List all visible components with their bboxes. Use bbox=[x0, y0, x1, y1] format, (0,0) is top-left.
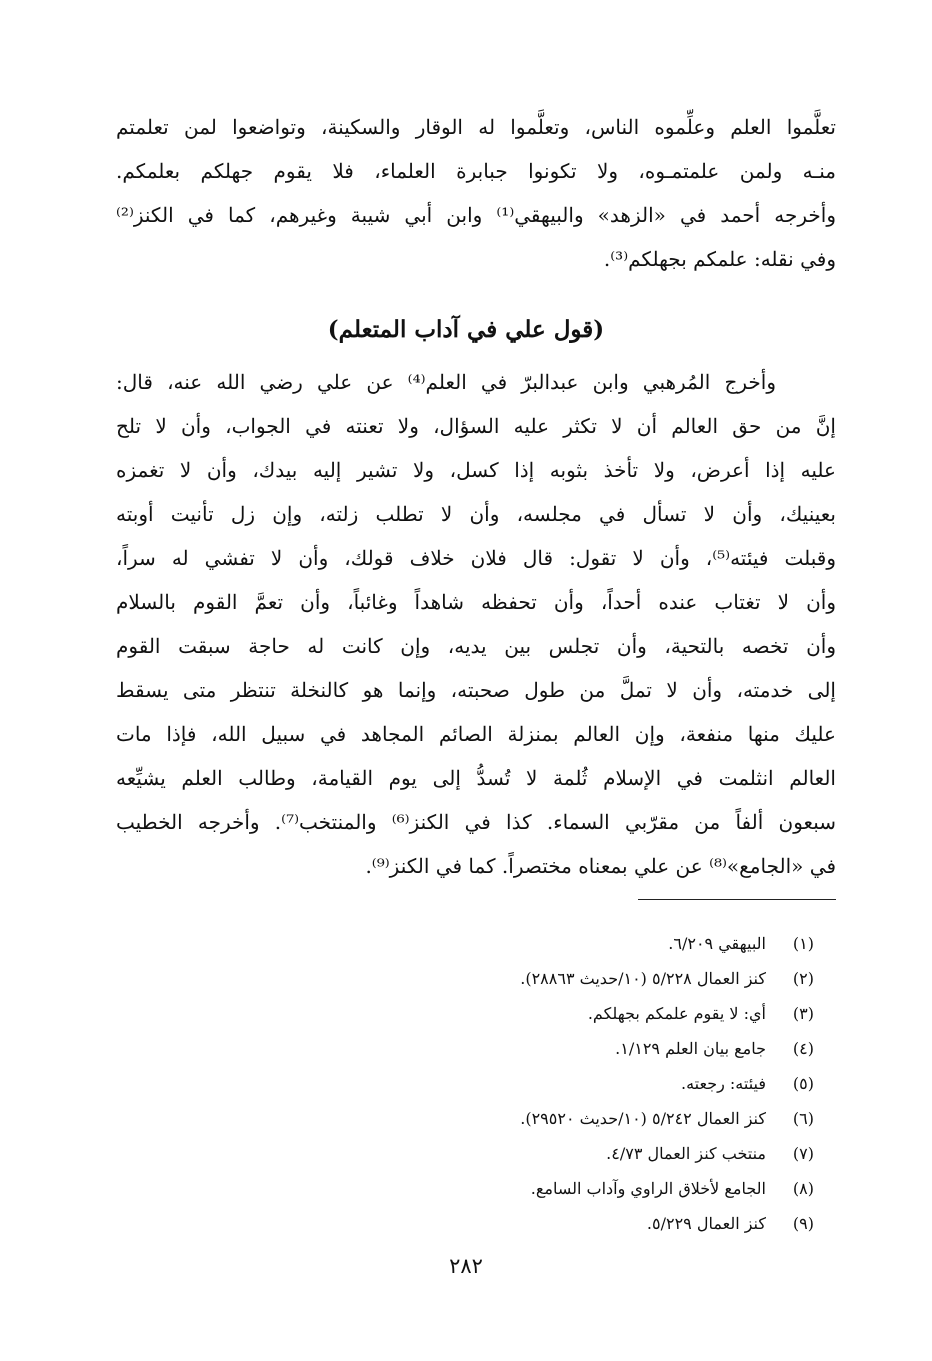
footnote-number: (٧) bbox=[792, 1144, 814, 1163]
text-line: وقبلت فيئته⁽⁵⁾، وأن لا تقول: قال فلان خلاف قولك، وأن لا تفشي له سراً، bbox=[116, 546, 836, 570]
footnote-item bbox=[294, 996, 814, 1031]
footnote-number: (٩) bbox=[792, 1214, 814, 1233]
text-line: منـه ولمن علمتمـوه، ولا تكونوا جبابرة العلماء، فلا يقوم جهلكم بعلمكم. bbox=[116, 159, 836, 183]
footnote-text: فيئته: رجعته. bbox=[680, 1074, 766, 1093]
text-line: العالم انثلمت في الإسلام ثُلمة لا تُسدُّ إلى يوم القيامة، وطالب العلم يشيِّعه bbox=[116, 766, 836, 790]
paragraph-opening bbox=[116, 105, 836, 281]
footnote-number: (٥) bbox=[792, 1074, 814, 1093]
footnote-number: (٨) bbox=[792, 1179, 814, 1198]
text-line: في «الجامع»⁽⁸⁾ عن علي بمعناه مختصراً. كما في الكنز⁽⁹⁾. bbox=[365, 854, 836, 878]
text-line: وأن تخصه بالتحية، وأن تجلس بين يديه، وإن كانت له حاجة سبقت القوم bbox=[116, 634, 836, 658]
footnote-text: كنز العمال ٥/٢٢٨ (١٠/حديث ٢٨٨٦٣). bbox=[520, 969, 766, 988]
page-number: ٢٨٢ bbox=[449, 1254, 483, 1278]
footnote-number: (٣) bbox=[792, 1004, 814, 1023]
footnote-item bbox=[294, 1171, 814, 1206]
text-line: وأن لا تغتاب عنده أحداً، وأن تحفظه شاهداً وغائباً، وأن تعمَّ القوم بالسلام bbox=[116, 590, 836, 614]
footnote-item bbox=[294, 1101, 814, 1136]
text-line: بعينيك، وأن لا تسأل في مجلسه، وأن لا تطلب زلته، وإن زل تأنيت أوبته bbox=[116, 502, 836, 526]
section-heading: (قول علي في آداب المتعلم) bbox=[327, 316, 605, 343]
footnote-text: أي: لا يقوم علمكم بجهلكم. bbox=[587, 1004, 766, 1023]
footnote-text: كنز العمال ٥/٢٢٩. bbox=[646, 1214, 766, 1233]
footnote-text: البيهقي ٦/٢٠٩. bbox=[668, 934, 766, 953]
footnote-item bbox=[294, 961, 814, 996]
footnote-text: كنز العمال ٥/٢٤٢ (١٠/حديث ٢٩٥٢٠). bbox=[520, 1109, 766, 1128]
footnote-text: الجامع لأخلاق الراوي وآداب السامع. bbox=[530, 1179, 766, 1198]
text-line: تعلَّموا العلم وعلِّموه الناس، وتعلَّموا له الوقار والسكينة، وتواضعوا لمن تعلمتم bbox=[116, 115, 836, 139]
footnote-item bbox=[294, 1066, 814, 1101]
text-line: إنَّ من حق العالم أن لا تكثر عليه السؤال، ولا تعنته في الجواب، وأن لا تلح bbox=[116, 414, 836, 438]
text-line: عليه إذا أعرض، ولا تأخذ بثوبه إذا كسل، ولا تشير إليه بيدك، وأن لا تغمزه bbox=[116, 458, 836, 482]
text-line: وأخرج المُرهبي وابن عبدالبرّ في العلم⁽⁴⁾ عن علي رضي الله عنه، قال: bbox=[116, 370, 776, 394]
footnotes-list bbox=[294, 926, 814, 1241]
text-line: وأخرجه أحمد في «الزهد» والبيهقي⁽¹⁾ وابن أبي شيبة وغيرهم، كما في الكنز⁽²⁾ bbox=[116, 203, 836, 227]
text-line: إلى خدمته، وأن لا تملَّ من طول صحبته، وإنما هو كالنخلة تنتظر متى يسقط bbox=[116, 678, 836, 702]
footnote-number: (٢) bbox=[792, 969, 814, 988]
footnote-text: منتخب كنز العمال ٤/٧٣. bbox=[606, 1144, 766, 1163]
footnote-item bbox=[294, 1136, 814, 1171]
footnote-number: (٤) bbox=[792, 1039, 814, 1058]
footnote-number: (٦) bbox=[792, 1109, 814, 1128]
footnote-item bbox=[294, 1206, 814, 1241]
footnote-number: (١) bbox=[792, 934, 814, 953]
text-line: عليك منها منفعة، وإن العالم بمنزلة الصائم المجاهد في سبيل الله، فإذا مات bbox=[116, 722, 836, 746]
footnote-item bbox=[294, 926, 814, 961]
text-line: سبعون ألفاً من مقرّبي السماء. كذا في الكنز⁽⁶⁾ والمنتخب⁽⁷⁾. وأخرجه الخطيب bbox=[116, 810, 836, 834]
footnote-text: جامع بيان العلم ١/١٢٩. bbox=[615, 1039, 766, 1058]
paragraph-main bbox=[116, 360, 836, 888]
footnote-divider bbox=[638, 899, 836, 900]
footnote-item bbox=[294, 1031, 814, 1066]
text-line: وفي نقله: علمكم بجهلكم⁽³⁾. bbox=[603, 247, 836, 271]
